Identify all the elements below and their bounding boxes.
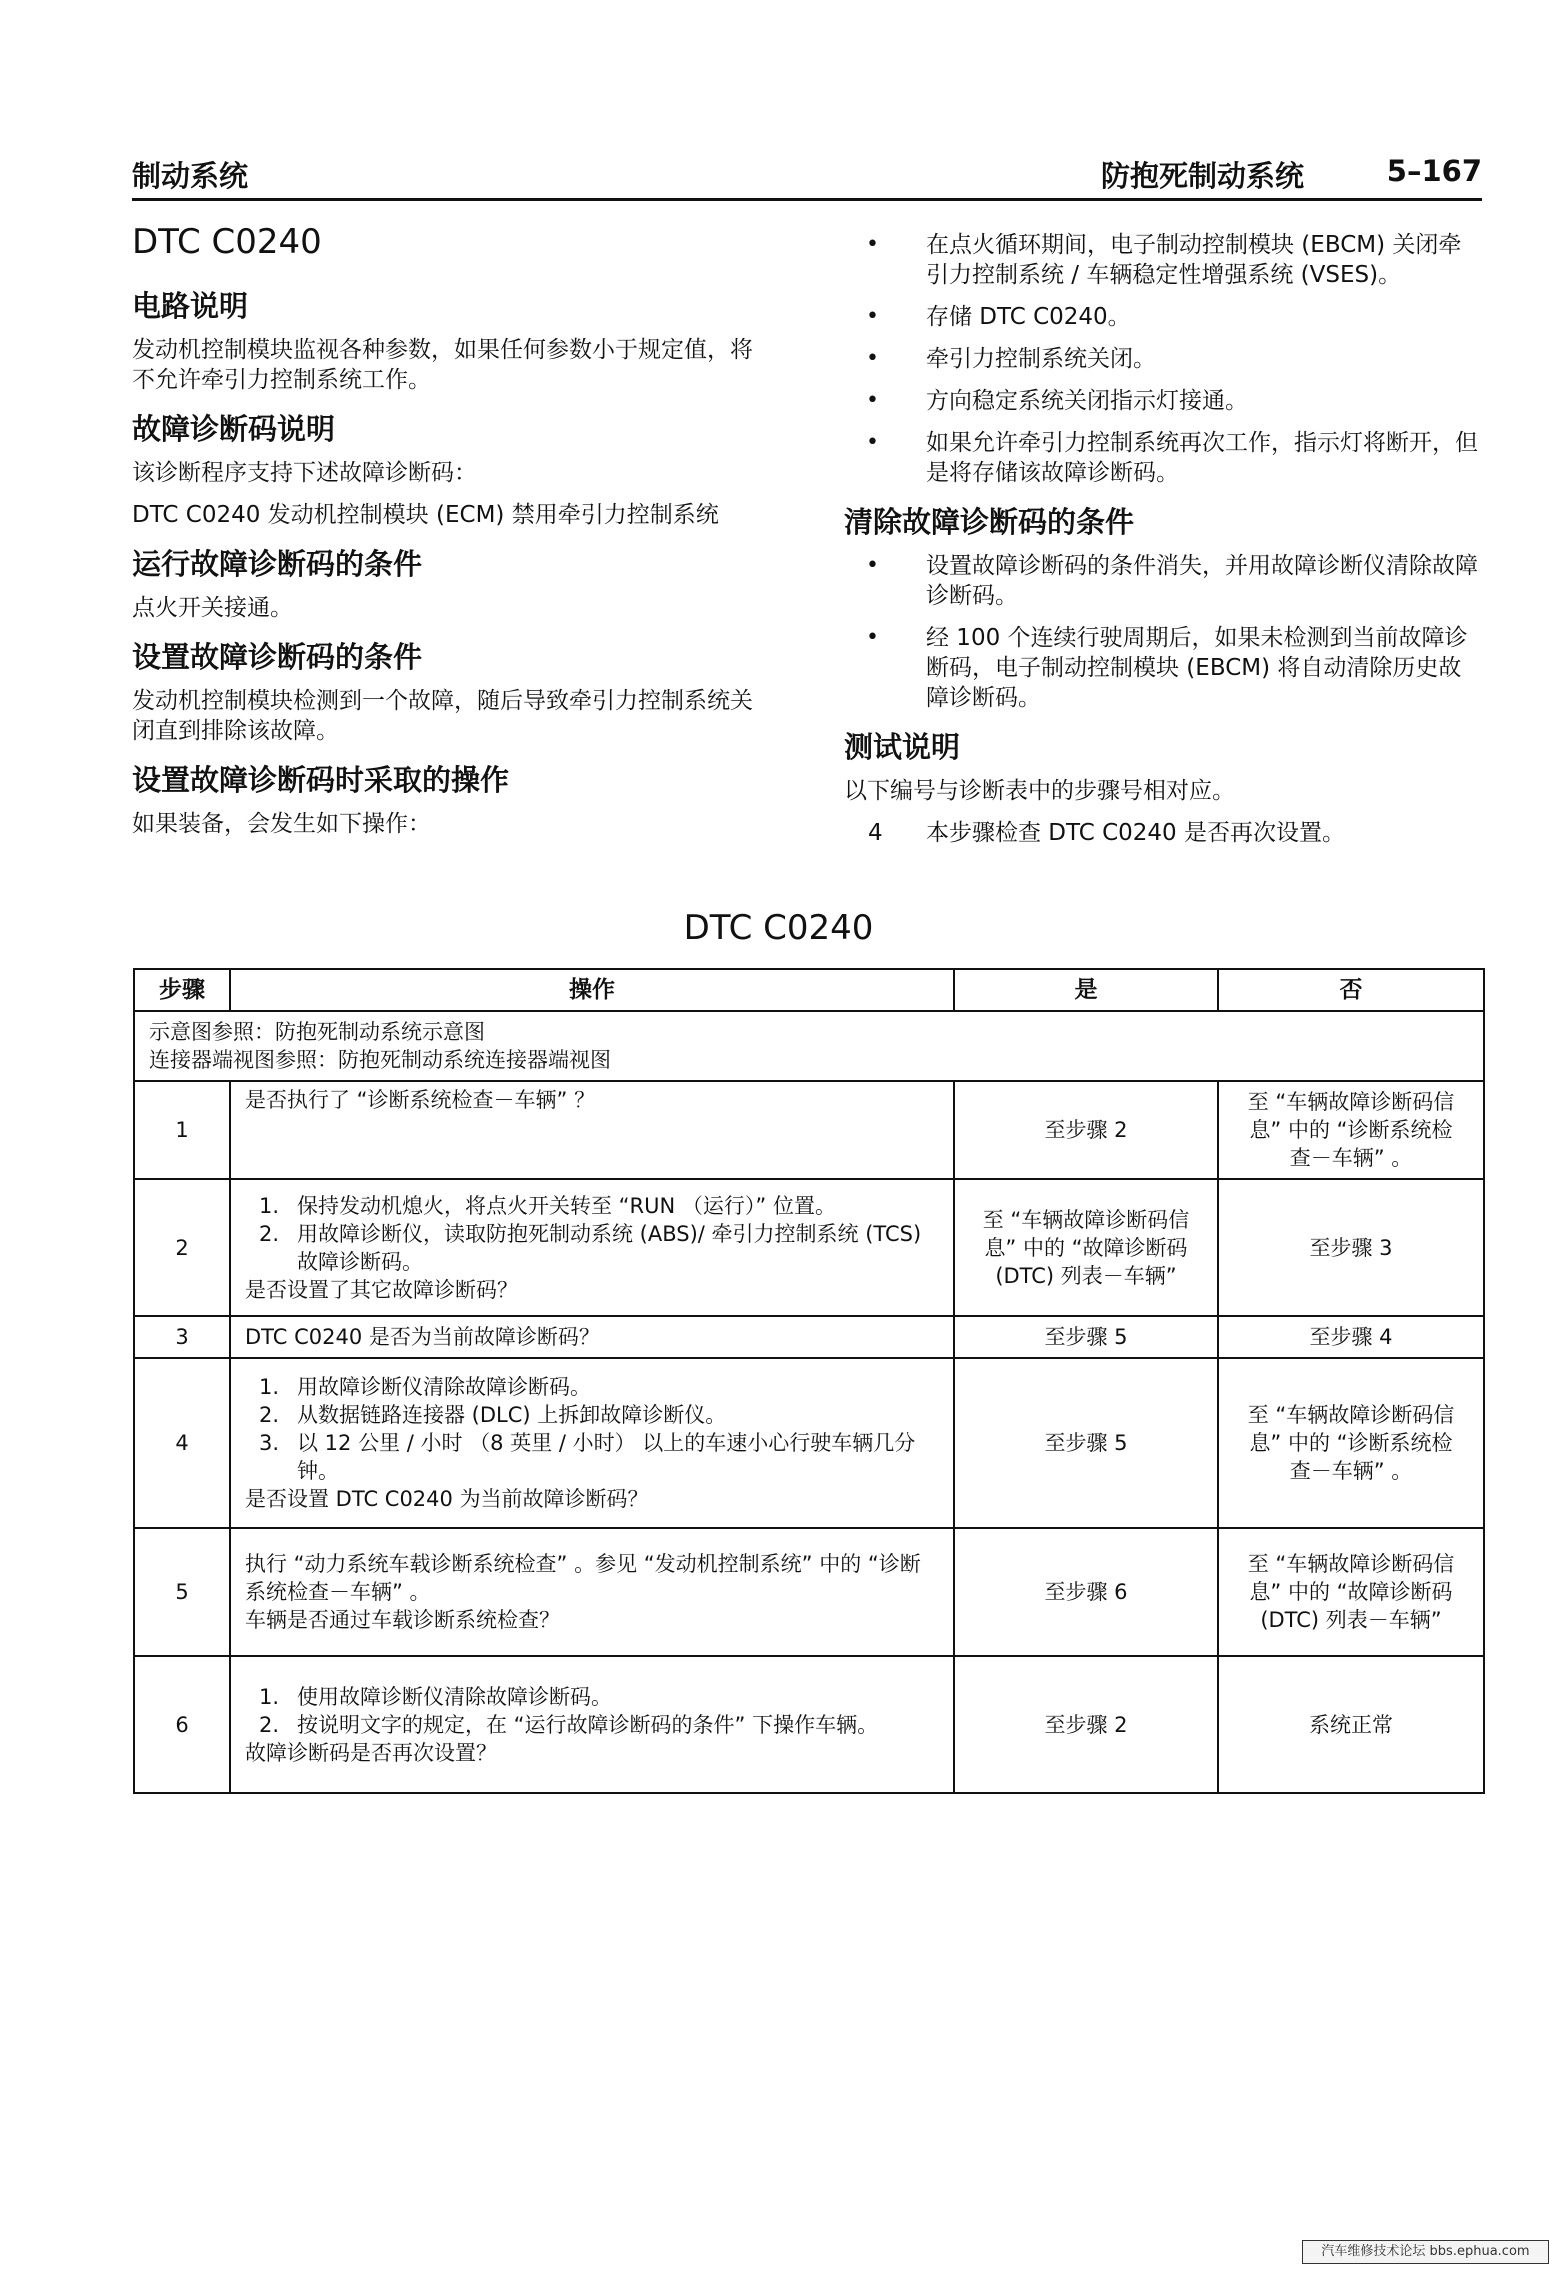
step-number: 3 [134,1316,230,1358]
header-chapter-title: 防抱死制动系统 [1100,159,1304,193]
schematic-reference: 示意图参照：防抱死制动系统示意图 [149,1020,485,1044]
list-item: 1. 使用故障诊断仪清除故障诊断码。 [259,1684,612,1709]
dtc-desc-heading: 故障诊断码说明 [132,412,336,446]
yes-result: 至步骤 6 [954,1528,1218,1656]
step-action [230,1528,954,1656]
test-step-number: 4 [868,820,883,846]
step-question: DTC C0240 是否为当前故障诊断码？ [245,1325,600,1349]
step-question: 车辆是否通过车载诊断系统检查？ [245,1608,560,1632]
list-item: • 设置故障诊断码的条件消失，并用故障诊断仪清除故障诊断码。 [844,551,1484,611]
list-item: • 牵引力控制系统关闭。 [844,344,1484,374]
right-column [844,230,1484,848]
page-number: 5–167 [1386,154,1482,188]
list-item: • 如果允许牵引力控制系统再次工作，指示灯将断开，但是将存储该故障诊断码。 [844,428,1484,488]
step-instruction-list [245,1373,939,1485]
page-header [132,152,1482,201]
yes-result: 至步骤 5 [954,1358,1218,1528]
table-row [134,1179,1484,1316]
step-question: 是否执行了 “诊断系统检查－车辆” ？ [245,1088,596,1112]
dtc-desc-text: 该诊断程序支持下述故障诊断码： [132,460,477,486]
table-row [134,1358,1484,1528]
action-text: 如果装备，会发生如下操作： [132,811,431,837]
list-item: 1. 用故障诊断仪清除故障诊断码。 [259,1375,591,1399]
dtc-desc-code: DTC C0240 发动机控制模块 (ECM) 禁用牵引力控制系统 [132,502,719,528]
step-action [230,1081,954,1179]
table-title: DTC C0240 [683,908,874,948]
column-header-yes: 是 [954,969,1218,1011]
run-conditions-text: 点火开关接通。 [132,595,293,621]
test-step-text: 本步骤检查 DTC C0240 是否再次设置。 [926,820,1345,846]
yes-result: 至步骤 5 [954,1316,1218,1358]
table-row [134,1316,1484,1358]
step-number: 5 [134,1528,230,1656]
list-item: 2. 用故障诊断仪，读取防抱死制动系统 (ABS)/ 牵引力控制系统 (TCS) 故障诊断码。 [259,1221,922,1274]
step-question: 是否设置了其它故障诊断码？ [245,1277,518,1302]
table-row [134,1656,1484,1793]
list-item: 2. 按说明文字的规定，在 “运行故障诊断码的条件” 下操作车辆。 [259,1712,879,1737]
no-result: 至步骤 3 [1218,1179,1484,1316]
no-result: 至步骤 4 [1218,1316,1484,1358]
clear-bullet-list [844,551,1484,713]
list-item: • 存储 DTC C0240。 [844,302,1484,332]
forum-watermark: 汽车维修技术论坛 bbs.ephua.com [1302,2240,1549,2264]
set-conditions-heading: 设置故障诊断码的条件 [132,640,423,674]
step-number: 1 [134,1081,230,1179]
list-item: • 在点火循环期间，电子制动控制模块 (EBCM) 关闭牵引力控制系统 / 车辆稳定性增强系统 (VSES)。 [844,230,1484,290]
step-action [230,1358,954,1528]
schematic-reference-note [134,1011,1484,1081]
action-heading: 设置故障诊断码时采取的操作 [132,763,510,797]
test-description-heading: 测试说明 [844,730,961,764]
test-step-line [844,818,1484,848]
step-number: 4 [134,1358,230,1528]
table-header-row [134,969,1484,1011]
column-header-action: 操作 [230,969,954,1011]
table-row [134,1081,1484,1179]
list-item: • 方向稳定系统关闭指示灯接通。 [844,386,1484,416]
step-action [230,1656,954,1793]
step-number: 6 [134,1656,230,1793]
test-description-text: 以下编号与诊断表中的步骤号相对应。 [844,778,1235,804]
dtc-title: DTC C0240 [132,222,322,262]
no-result: 系统正常 [1218,1656,1484,1793]
yes-result: 至 “车辆故障诊断码信息” 中的 “故障诊断码 (DTC) 列表－车辆” [954,1179,1218,1316]
step-action [230,1316,954,1358]
diagnostic-table [133,968,1485,1794]
action-bullet-list [844,230,1484,488]
table-row [134,1528,1484,1656]
header-section-title: 制动系统 [132,159,249,193]
step-question: 故障诊断码是否再次设置？ [245,1740,497,1765]
clear-conditions-heading: 清除故障诊断码的条件 [844,505,1135,539]
step-instruction-list [245,1192,939,1276]
list-item: 1. 保持发动机熄火，将点火开关转至 “RUN （运行）” 位置。 [259,1193,836,1218]
run-conditions-heading: 运行故障诊断码的条件 [132,547,423,581]
column-header-step: 步骤 [134,969,230,1011]
table-note-row [134,1011,1484,1081]
step-instruction-list [245,1683,939,1739]
list-item: 3. 以 12 公里 / 小时 （8 英里 / 小时） 以上的车速小心行驶车辆几分钟。 [259,1431,916,1483]
column-header-no: 否 [1218,969,1484,1011]
yes-result: 至步骤 2 [954,1656,1218,1793]
step-instruction-text: 执行 “动力系统车载诊断系统检查” 。参见 “发动机控制系统” 中的 “诊断系统检查－车辆” 。 [245,1552,921,1604]
left-column [132,222,772,851]
step-number: 2 [134,1179,230,1316]
list-item: 2. 从数据链路连接器 (DLC) 上拆卸故障诊断仪。 [259,1403,727,1427]
circuit-text: 发动机控制模块监视各种参数，如果任何参数小于规定值，将不允许牵引力控制系统工作。 [132,337,753,393]
connector-reference: 连接器端视图参照：防抱死制动系统连接器端视图 [149,1048,611,1072]
circuit-heading: 电路说明 [132,289,249,323]
no-result: 至 “车辆故障诊断码信息” 中的 “故障诊断码 (DTC) 列表－车辆” [1218,1528,1484,1656]
set-conditions-text: 发动机控制模块检测到一个故障，随后导致牵引力控制系统关闭直到排除该故障。 [132,688,753,744]
no-result: 至 “车辆故障诊断码信息” 中的 “诊断系统检查－车辆” 。 [1218,1081,1484,1179]
step-question: 是否设置 DTC C0240 为当前故障诊断码？ [245,1487,649,1511]
yes-result: 至步骤 2 [954,1081,1218,1179]
step-action [230,1179,954,1316]
no-result: 至 “车辆故障诊断码信息” 中的 “诊断系统检查－车辆” 。 [1218,1358,1484,1528]
list-item: • 经 100 个连续行驶周期后，如果未检测到当前故障诊断码，电子制动控制模块 (EBCM) 将自动清除历史故障诊断码。 [844,623,1484,713]
